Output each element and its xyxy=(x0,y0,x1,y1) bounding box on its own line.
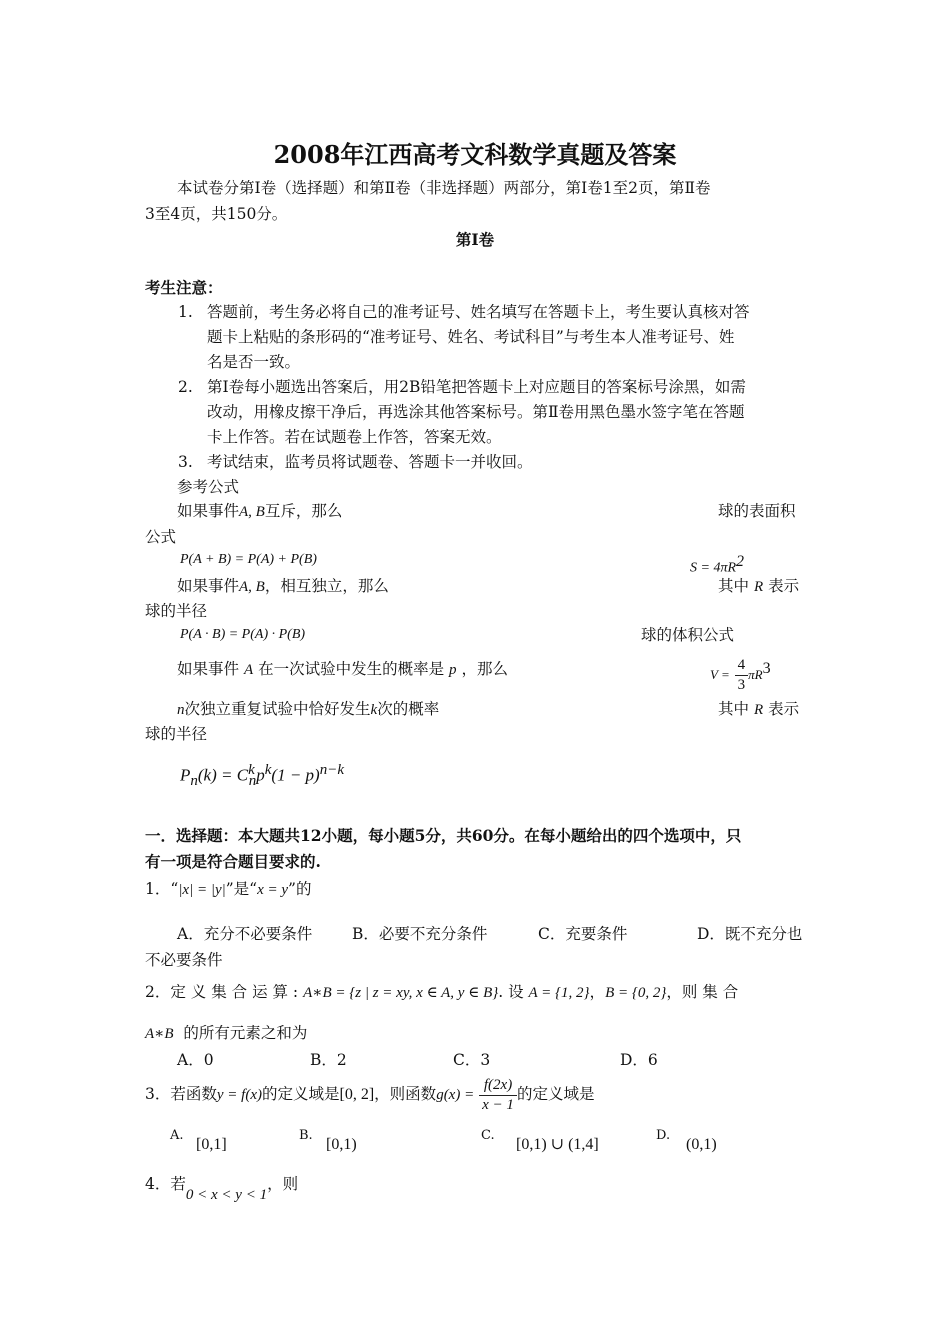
q3-option-c-label: C. xyxy=(481,1128,495,1143)
q3-option-b: [0,1) xyxy=(326,1136,357,1153)
notice-item-number: 2. xyxy=(178,378,193,396)
notice-item-line: 名是否一致。 xyxy=(207,353,301,371)
q3-option-a: [0,1] xyxy=(196,1136,227,1153)
q1-option-d: D．既不充分也 xyxy=(697,925,803,943)
formula-mutex-text: 如果事件A, B互斥，那么 xyxy=(177,502,343,520)
question-2: 2．定 义 集 合 运 算 : A∗B = {z | z = xy, x ∈ A, y ∈ B}. 设 A = {1, 2}，B = {0, 2}，则 集 合 xyxy=(145,983,739,1001)
notice-item-line: 第Ⅰ卷每小题选出答案后，用2B铅笔把答题卡上对应题目的答案标号涂黑，如需 xyxy=(207,378,746,396)
formula-indep-text: 如果事件A, B，相互独立，那么 xyxy=(177,577,389,595)
formulas-heading: 参考公式 xyxy=(177,478,240,496)
radius-note-2: 其中 R 表示 xyxy=(718,700,800,718)
notice-item-line: 改动，用橡皮擦干净后，再选涂其他答案标号。第Ⅱ卷用黑色墨水签字笔在答题 xyxy=(207,403,745,421)
q1-option-c: C．充要条件 xyxy=(538,925,628,943)
section-heading: 第Ⅰ卷 xyxy=(455,230,495,249)
notice-item-line: 考试结束，监考员将试题卷、答题卡一并收回。 xyxy=(207,453,533,471)
q2-option-a: A．0 xyxy=(177,1051,214,1069)
q2-option-b: B．2 xyxy=(310,1051,347,1069)
q3-option-d: (0,1) xyxy=(686,1136,717,1153)
notice-heading: 考生注意： xyxy=(145,278,223,297)
radius-note-2-cont: 球的半径 xyxy=(145,725,208,743)
q1-option-a: A．充分不必要条件 xyxy=(177,925,313,943)
formula-prob-text: 如果事件 A 在一次试验中发生的概率是 p ，那么 xyxy=(177,660,508,678)
q1-option-b: B．必要不充分条件 xyxy=(352,925,488,943)
radius-note: 其中 R 表示 xyxy=(718,577,800,595)
bernoulli-formula: $P_n(k) = C^k_np^k(1 - p)^{n-k}$ xyxy=(180,762,344,790)
question-4: 4．若0 < x < y < 1，则 xyxy=(145,1175,299,1203)
question-2-cont: A∗B 的所有元素之和为 xyxy=(145,1024,308,1042)
q3-option-d-label: D. xyxy=(656,1128,671,1143)
intro-line-1: 本试卷分第Ⅰ卷（选择题）和第Ⅱ卷（非选择题）两部分，第Ⅰ卷1至2页，第Ⅱ卷 xyxy=(177,179,711,197)
q3-option-a-label: A. xyxy=(170,1128,184,1143)
question-1: 1．“|x| = |y|”是“x = y”的 xyxy=(145,880,312,898)
q1-option-d-cont: 不必要条件 xyxy=(145,951,223,969)
part1-heading-line-1: 一．选择题：本大题共12小题，每小题5分，共60分。在每小题给出的四个选项中，只 xyxy=(145,826,742,845)
page-title: 2008年江西高考文科数学真题及答案 xyxy=(273,140,677,169)
indep-formula: P(A · B) = P(A) · P(B) xyxy=(180,627,306,642)
notice-item-line: 题卡上粘贴的条形码的“准考证号、姓名、考试科目”与考生本人准考证号、姓 xyxy=(207,328,735,346)
sphere-area-label-cont: 公式 xyxy=(145,528,177,546)
formula-bernoulli-text: n次独立重复试验中恰好发生k次的概率 xyxy=(177,700,440,718)
mutex-formula: P(A + B) = P(A) + P(B) xyxy=(180,552,317,567)
notice-item-line: 卡上作答。若在试题卷上作答，答案无效。 xyxy=(207,428,502,446)
q2-option-c: C．3 xyxy=(453,1051,491,1069)
question-3: 3．若函数y = f(x)的定义域是[0, 2]，则函数g(x) = $\frac{f(2x)}{x - 1}$ 的定义域是 xyxy=(145,1076,595,1113)
intro-line-2: 3至4页，共150分。 xyxy=(145,205,288,223)
sphere-volume-label: 球的体积公式 xyxy=(641,626,735,644)
notice-item-number: 3. xyxy=(178,453,193,471)
sphere-volume-formula: V = $\frac{4}{3}$ $\pi R^3$ xyxy=(710,656,771,693)
sphere-area-formula: $S = 4\pi R^2$ xyxy=(690,553,745,576)
q3-option-b-label: B. xyxy=(299,1128,313,1143)
radius-note-cont: 球的半径 xyxy=(145,602,208,620)
sphere-area-label: 球的表面积 xyxy=(718,502,796,520)
notice-item-line: 答题前，考生务必将自己的准考证号、姓名填写在答题卡上，考生要认真核对答 xyxy=(207,303,750,321)
q2-option-d: D．6 xyxy=(620,1051,658,1069)
q3-option-c: [0,1) ∪ (1,4] xyxy=(516,1136,599,1153)
notice-item-number: 1. xyxy=(178,303,193,321)
part1-heading-line-2: 有一项是符合题目要求的. xyxy=(145,852,321,871)
